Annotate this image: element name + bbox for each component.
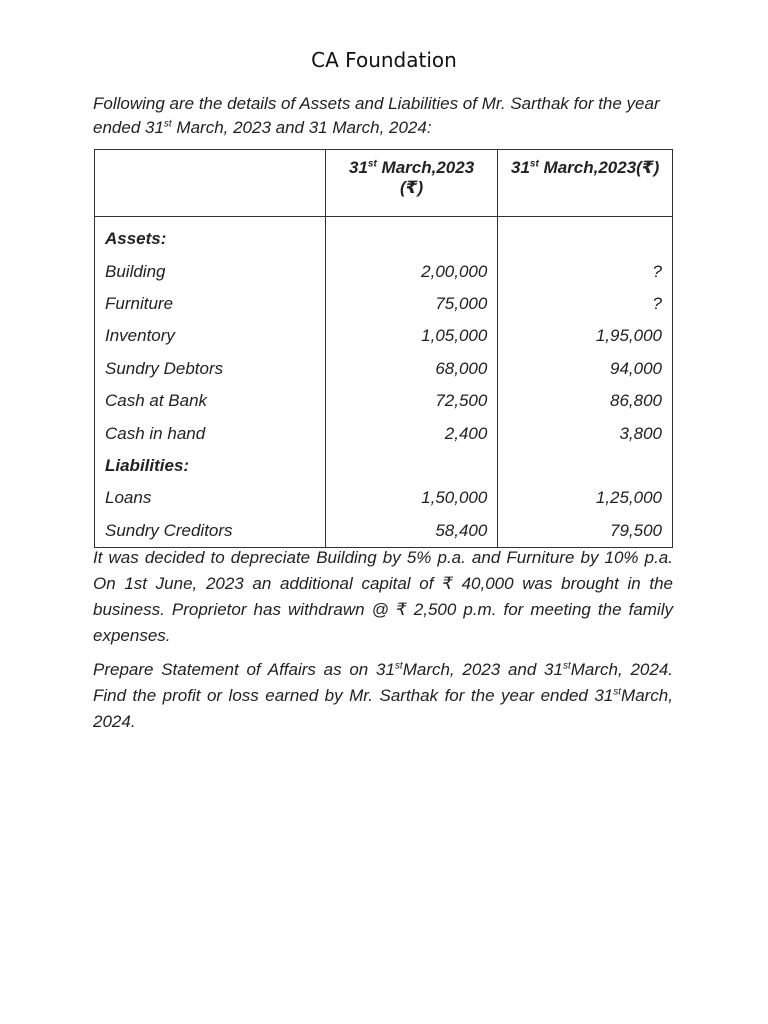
table-row [95,320,673,352]
header-2024-month: March,2023(₹) [538,158,660,177]
table-row [95,353,673,385]
row-value-2024: 3,800 [498,417,673,449]
header-2023-day: 31 [349,158,368,177]
row-item: Building [95,255,326,287]
table-header-row [95,150,673,217]
table-row [95,450,673,482]
row-item: Inventory [95,320,326,352]
row-value-2023: 2,00,000 [325,255,497,287]
header-2024-day: 31 [511,158,530,177]
notes-p2-c: March, 2024. Find the profit or loss earned by Mr. Sarthak for the year ended 31 [93,660,674,705]
notes-paragraph-2 [93,657,673,735]
intro-line-2 [93,116,683,140]
liabilities-section-label: Liabilities: [95,450,326,482]
row-value-2023: 75,000 [325,288,497,320]
row-value-2024: 1,25,000 [498,482,673,514]
row-item: Sundry Creditors [95,515,326,548]
table-row [95,385,673,417]
assets-section-label: Assets: [95,217,326,256]
intro-sup: st [163,118,172,130]
header-2023 [325,150,497,217]
intro-line-2-end: March, 2023 and 31 March, 2024: [171,118,432,137]
row-value-2023: 68,000 [325,353,497,385]
header-blank [95,150,326,217]
row-value-2024: 1,95,000 [498,320,673,352]
header-2024 [498,150,673,217]
assets-liabilities-table [94,149,673,548]
row-item: Loans [95,482,326,514]
header-2023-month: March,2023 [376,158,475,177]
row-item: Furniture [95,288,326,320]
row-value-2023: 1,05,000 [325,320,497,352]
question-notes [93,545,673,743]
notes-p2-sup3: st [613,686,622,698]
row-value-2024: 94,000 [498,353,673,385]
table-row [95,515,673,548]
row-item: Cash at Bank [95,385,326,417]
row-value-2023: 2,400 [325,417,497,449]
intro-line-1: Following are the details of Assets and Liabilities of Mr. Sarthak for the year [93,94,660,113]
table-row [95,255,673,287]
intro-line-2-start: ended 31 [93,118,164,137]
row-value-2023: 1,50,000 [325,482,497,514]
header-2024-sup: st [529,158,539,170]
header-2023-unit: (₹) [400,178,424,197]
header-2023-sup: st [367,158,377,170]
row-value-2024: ? [498,255,673,287]
row-value-2024: 79,500 [498,515,673,548]
row-value-2023: 72,500 [325,385,497,417]
notes-p2-sup2: st [562,660,571,672]
row-value-2024: 86,800 [498,385,673,417]
notes-p2-a: Prepare Statement of Affairs as on 31 [93,660,395,679]
table-row [95,217,673,256]
row-value-2023: 58,400 [325,515,497,548]
row-item: Sundry Debtors [95,353,326,385]
row-value-2024: ? [498,288,673,320]
table-row [95,482,673,514]
notes-p2-d: March, 2024. [93,686,673,731]
notes-p2-b: March, 2023 and 31 [402,660,563,679]
notes-paragraph-1: It was decided to depreciate Building by 5% p.a. and Furniture by 10% p.a. On 1st June, 2023 an additional capital of ₹ 40,000 was brought in the business. Proprietor has withdrawn @ ₹ 2,500 p.m. for meeting the family expenses. [93,548,673,645]
page-title: CA Foundation [311,48,457,72]
row-item: Cash in hand [95,417,326,449]
table-row [95,288,673,320]
table-row [95,417,673,449]
intro-text [93,92,683,140]
notes-p2-sup1: st [394,660,403,672]
